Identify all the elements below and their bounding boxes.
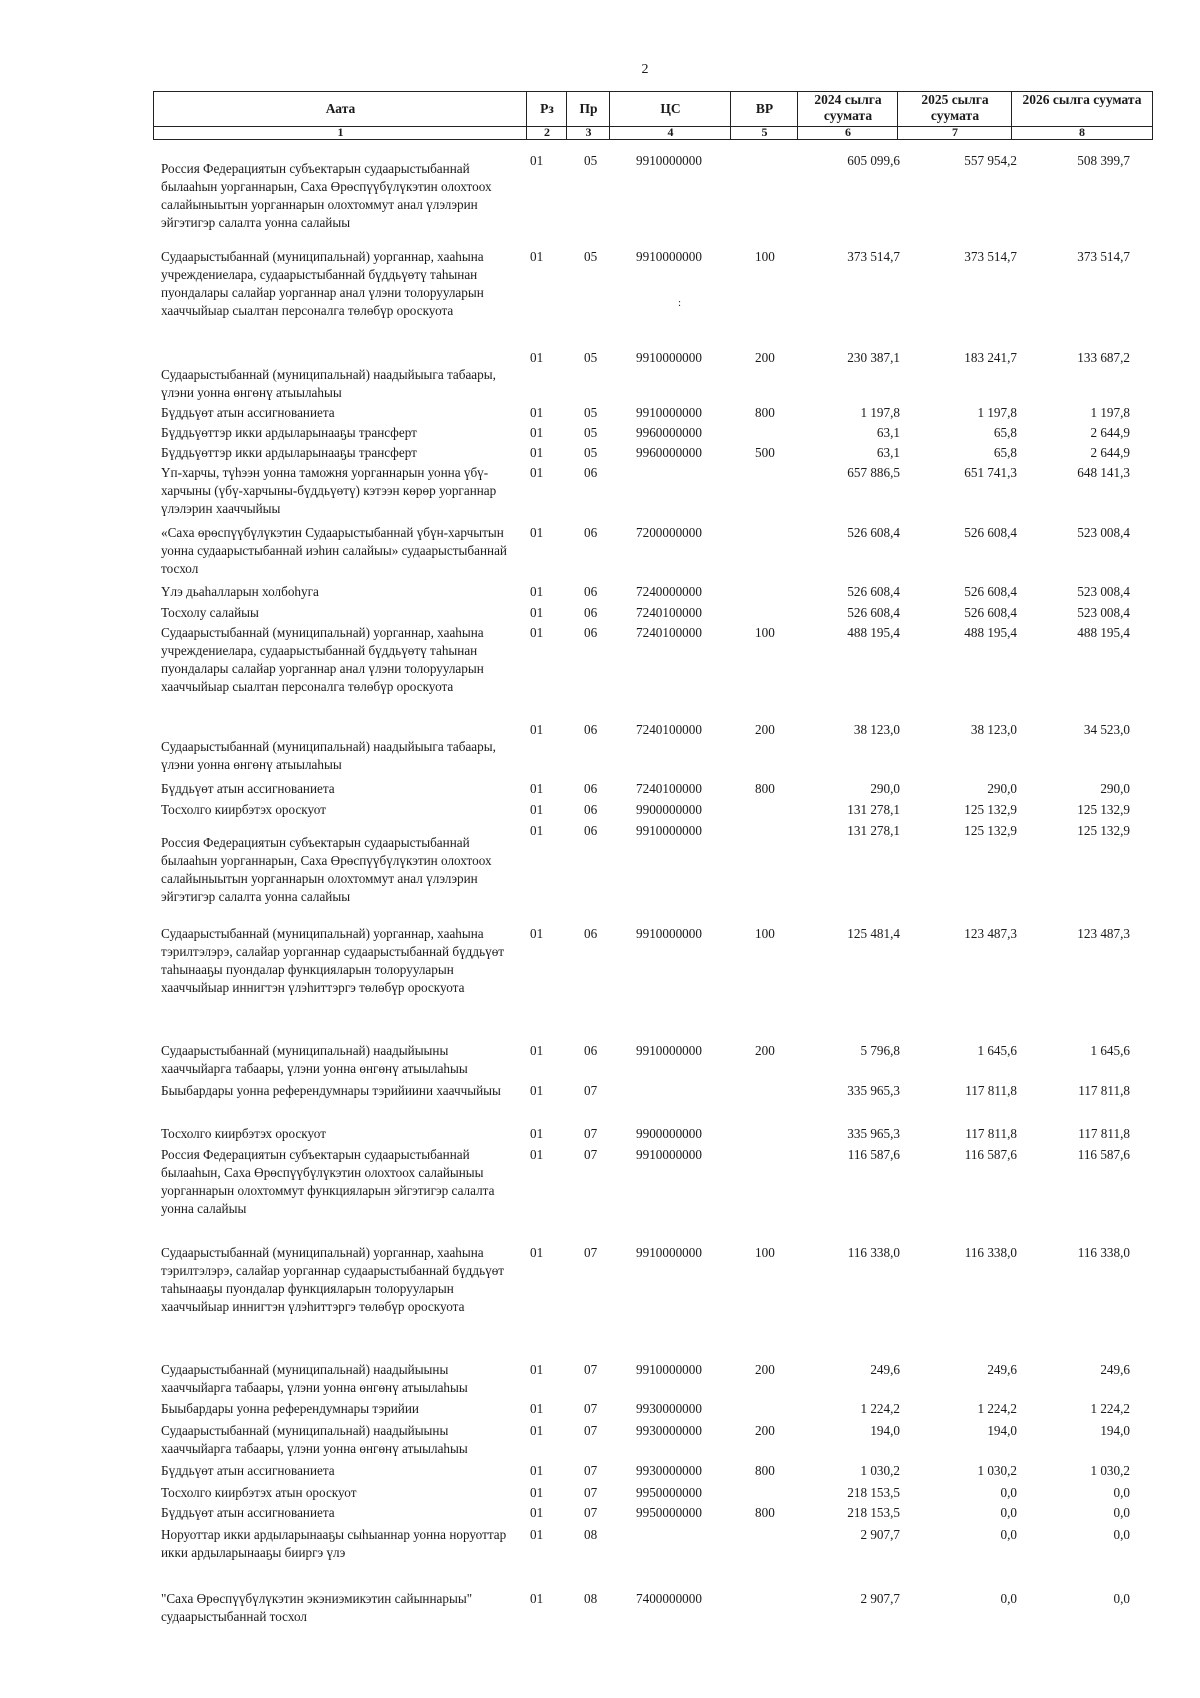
col-2025: 125 132,9 [964, 802, 1017, 817]
col-pr: 07 [584, 1126, 598, 1141]
col-2026: 523 008,4 [1077, 584, 1130, 599]
col-rz: 01 [530, 1043, 544, 1058]
col-2026: 194,0 [1100, 1423, 1130, 1438]
col-rz: 01 [530, 584, 544, 599]
col-cs: 7240100000 [636, 605, 702, 620]
row-name: Судаарыстыбаннай (муниципальнай) наадыйыыны хааччыйарга табаары, үлэни уонна өнгөнү атыылаһыы [161, 1043, 468, 1076]
col-cs: 9900000000 [636, 802, 702, 817]
col-cs: 9910000000 [636, 405, 702, 420]
col-pr: 07 [584, 1362, 598, 1377]
col-cs: 9910000000 [636, 153, 702, 168]
col-rz: 01 [530, 1401, 544, 1416]
row-name: Судаарыстыбаннай (муниципальнай) уорганнар, хааһына тэрилтэлэрэ, салайар уорганнар судаарыстыбаннай бүддьүөт таһынааҕы пуондалар функцияларын толорууларын хааччыйыар иннигтэн үлэһиттэргэ төлөбүр ороскуота [161, 1245, 505, 1314]
col-cs: 9910000000 [636, 926, 702, 941]
col-rz: 01 [530, 1463, 544, 1478]
col-cs: 7240100000 [636, 722, 702, 737]
col-rz: 01 [530, 1362, 544, 1377]
col-2026: 117 811,8 [1078, 1083, 1130, 1098]
row-name: Россия Федерациятын субъектарын судаарыстыбаннай былааһын уорганнарын, Саха Өрөспүүбүлүкэтин олохтоох салайыныытын уорганнарын олохтоммут анал үлэлэрин эйгэтигэр салалта уонна салайыы [161, 161, 492, 230]
col-rz: 01 [530, 153, 544, 168]
header-col-2025: 2025 сылга суумата [897, 91, 1012, 127]
col-vr: 200 [755, 722, 775, 737]
col-2025: 526 608,4 [964, 605, 1017, 620]
col-pr: 07 [584, 1147, 598, 1162]
col-vr: 800 [755, 1463, 775, 1478]
col-2025: 488 195,4 [964, 625, 1017, 640]
col-pr: 06 [584, 605, 598, 620]
header-col-2026: 2026 сылга суумата [1011, 91, 1153, 127]
header-col-number: 1 [153, 127, 527, 140]
col-2026: 0,0 [1113, 1591, 1130, 1606]
row-name: Судаарыстыбаннай (муниципальнай) уорганнар, хааһына тэрилтэлэрэ, салайар уорганнар судаарыстыбаннай бүддьүөт таһынааҕы пуондалар функцияларын толорууларын хааччыйыар иннигтэн үлэһиттэргэ төлөбүр ороскуота [161, 926, 505, 995]
col-2024: 526 608,4 [847, 525, 900, 540]
col-rz: 01 [530, 802, 544, 817]
col-2024: 335 965,3 [847, 1083, 900, 1098]
col-rz: 01 [530, 722, 544, 737]
col-2024: 2 907,7 [860, 1527, 900, 1542]
col-pr: 08 [584, 1527, 598, 1542]
col-cs: 9910000000 [636, 249, 702, 264]
col-cs: 9910000000 [636, 1362, 702, 1377]
col-2026: 117 811,8 [1078, 1126, 1130, 1141]
col-2024: 290,0 [870, 781, 900, 796]
col-2024: 249,6 [870, 1362, 900, 1377]
col-pr: 06 [584, 465, 598, 480]
table-header [153, 91, 1153, 140]
row-name: Судаарыстыбаннай (муниципальнай) наадыйыыга табаары, үлэни уонна өнгөнү атыылаһыы [161, 739, 496, 772]
col-2024: 1 197,8 [860, 405, 900, 420]
header-col-number: 8 [1011, 127, 1153, 140]
header-col-cs: ЦС [609, 91, 731, 127]
col-2025: 526 608,4 [964, 584, 1017, 599]
col-2026: 648 141,3 [1077, 465, 1130, 480]
col-vr: 100 [755, 625, 775, 640]
col-pr: 07 [584, 1423, 598, 1438]
col-2025: 249,6 [987, 1362, 1017, 1377]
col-2024: 373 514,7 [847, 249, 900, 264]
col-pr: 06 [584, 625, 598, 640]
row-name: Россия Федерациятын субъектарын судаарыстыбаннай былааһын, Саха Өрөспүүбүлүкэтин олохтоох салайыныы уорганнарын олохтоммут функцияларын эйгэтигэр салалта уонна салайыы [161, 1147, 495, 1216]
row-name: Судаарыстыбаннай (муниципальнай) наадыйыыны хааччыйарга табаары, үлэни уонна өнгөнү атыылаһыы [161, 1423, 468, 1456]
col-pr: 05 [584, 153, 598, 168]
col-2026: 1 224,2 [1090, 1401, 1130, 1416]
col-rz: 01 [530, 1083, 544, 1098]
col-2024: 1 030,2 [860, 1463, 900, 1478]
col-cs: 9930000000 [636, 1401, 702, 1416]
col-vr: 200 [755, 1362, 775, 1377]
col-cs: 9910000000 [636, 1043, 702, 1058]
col-2024: 218 153,5 [847, 1505, 900, 1520]
col-pr: 05 [584, 350, 598, 365]
row-name: Тосхолу салайыы [161, 605, 259, 620]
row-name: Бүддьүөт атын ассигнованиета [161, 1463, 335, 1478]
col-vr: 800 [755, 781, 775, 796]
header-col-2024: 2024 сылга суумата [797, 91, 898, 127]
col-rz: 01 [530, 465, 544, 480]
col-2025: 65,8 [993, 425, 1017, 440]
col-2026: 2 644,9 [1090, 425, 1130, 440]
col-pr: 06 [584, 1043, 598, 1058]
col-cs: 9910000000 [636, 1245, 702, 1260]
col-rz: 01 [530, 1527, 544, 1542]
col-2026: 1 645,6 [1090, 1043, 1130, 1058]
col-vr: 100 [755, 926, 775, 941]
col-rz: 01 [530, 1245, 544, 1260]
col-cs: 9910000000 [636, 350, 702, 365]
col-rz: 01 [530, 625, 544, 640]
col-cs: 9930000000 [636, 1463, 702, 1478]
col-cs: 9910000000 [636, 823, 702, 838]
col-2025: 194,0 [987, 1423, 1017, 1438]
col-2025: 38 123,0 [970, 722, 1017, 737]
col-2026: 0,0 [1113, 1485, 1130, 1500]
row-name: «Саха өрөспүүбүлүкэтин Судаарыстыбаннай үбүн-харчытын уонна судаарыстыбаннай иэһин салайыы» судаарыстыбаннай тосхол [161, 525, 507, 576]
col-cs: 9900000000 [636, 1126, 702, 1141]
row-name: Бүддьүөт атын ассигнованиета [161, 781, 335, 796]
col-2026: 125 132,9 [1077, 823, 1130, 838]
col-pr: 07 [584, 1245, 598, 1260]
col-pr: 07 [584, 1401, 598, 1416]
col-cs: 7400000000 [636, 1591, 702, 1606]
col-2025: 65,8 [993, 445, 1017, 460]
col-cs: 7240000000 [636, 584, 702, 599]
col-vr: 200 [755, 350, 775, 365]
col-2025: 1 645,6 [977, 1043, 1017, 1058]
col-2025: 373 514,7 [964, 249, 1017, 264]
col-vr: 200 [755, 1043, 775, 1058]
col-2024: 1 224,2 [860, 1401, 900, 1416]
col-2025: 1 030,2 [977, 1463, 1017, 1478]
col-cs: 7240100000 [636, 625, 702, 640]
col-2025: 0,0 [1000, 1485, 1017, 1500]
col-rz: 01 [530, 605, 544, 620]
col-rz: 01 [530, 1485, 544, 1500]
col-2026: 373 514,7 [1077, 249, 1130, 264]
col-2024: 2 907,7 [860, 1591, 900, 1606]
col-2026: 523 008,4 [1077, 605, 1130, 620]
col-2024: 116 587,6 [847, 1147, 900, 1162]
col-2026: 290,0 [1100, 781, 1130, 796]
header-col-number: 3 [566, 127, 610, 140]
col-2026: 488 195,4 [1077, 625, 1130, 640]
col-2024: 116 338,0 [847, 1245, 900, 1260]
col-2026: 2 644,9 [1090, 445, 1130, 460]
header-col-name: Аата [153, 91, 527, 127]
row-name: Үп-харчы, түһээн уонна таможня уорганнарын уонна үбү-харчыны (үбү-харчыны-бүддьүөтү) кэтээн көрөр уорганнар үлэлэрин хааччыйыы [161, 465, 497, 516]
col-cs: 9960000000 [636, 425, 702, 440]
col-2024: 194,0 [870, 1423, 900, 1438]
col-pr: 07 [584, 1463, 598, 1478]
col-vr: 800 [755, 1505, 775, 1520]
col-pr: 06 [584, 823, 598, 838]
col-pr: 07 [584, 1505, 598, 1520]
col-pr: 06 [584, 584, 598, 599]
col-2026: 116 587,6 [1077, 1147, 1130, 1162]
col-2024: 605 099,6 [847, 153, 900, 168]
col-rz: 01 [530, 1423, 544, 1438]
row-name: Тосхолго киирбэтэх ороскуот [161, 1126, 326, 1141]
col-2026: 123 487,3 [1077, 926, 1130, 941]
col-pr: 07 [584, 1485, 598, 1500]
header-col-number: 5 [730, 127, 798, 140]
col-2024: 657 886,5 [847, 465, 900, 480]
col-vr: 100 [755, 249, 775, 264]
row-name: Бүддьүөт атын ассигнованиета [161, 1505, 335, 1520]
col-2025: 183 241,7 [964, 350, 1017, 365]
col-2026: 508 399,7 [1077, 153, 1130, 168]
row-name: Быыбардары уонна референдумнары тэрийии [161, 1401, 419, 1416]
col-2026: 0,0 [1113, 1527, 1130, 1542]
col-pr: 05 [584, 445, 598, 460]
scan-speck: : [678, 297, 682, 309]
row-name: Россия Федерациятын субъектарын судаарыстыбаннай былааһын уорганнарын, Саха Өрөспүүбүлүкэтин олохтоох салайыныытын уорганнарын олохтоммут анал үлэлэрин эйгэтигэр салалта уонна салайыы [161, 835, 492, 904]
col-2026: 125 132,9 [1077, 802, 1130, 817]
col-2025: 0,0 [1000, 1505, 1017, 1520]
col-vr: 100 [755, 1245, 775, 1260]
col-rz: 01 [530, 926, 544, 941]
col-rz: 01 [530, 823, 544, 838]
col-2026: 116 338,0 [1077, 1245, 1130, 1260]
col-vr: 500 [755, 445, 775, 460]
col-rz: 01 [530, 1126, 544, 1141]
col-2026: 249,6 [1100, 1362, 1130, 1377]
col-2026: 1 030,2 [1090, 1463, 1130, 1478]
col-rz: 01 [530, 249, 544, 264]
col-2024: 335 965,3 [847, 1126, 900, 1141]
col-2025: 290,0 [987, 781, 1017, 796]
col-cs: 9930000000 [636, 1423, 702, 1438]
col-2024: 526 608,4 [847, 605, 900, 620]
col-cs: 9960000000 [636, 445, 702, 460]
col-2025: 123 487,3 [964, 926, 1017, 941]
col-pr: 08 [584, 1591, 598, 1606]
col-rz: 01 [530, 1147, 544, 1162]
col-rz: 01 [530, 1505, 544, 1520]
row-name: Судаарыстыбаннай (муниципальнай) наадыйыыга табаары, үлэни уонна өнгөнү атыылаһыы [161, 367, 496, 400]
row-name: Судаарыстыбаннай (муниципальнай) уорганнар, хааһына учреждениелара, судаарыстыбаннай бүддьүөтү таһынан пуондалары салайар уорганнар анал үлэни толорууларын хааччыйыар сыалтан персоналга төлөбүр ороскуота [161, 625, 484, 694]
col-2024: 63,1 [876, 425, 900, 440]
col-2024: 125 481,4 [847, 926, 900, 941]
col-2024: 488 195,4 [847, 625, 900, 640]
col-2025: 117 811,8 [965, 1126, 1017, 1141]
col-rz: 01 [530, 405, 544, 420]
col-cs: 7200000000 [636, 525, 702, 540]
col-2024: 38 123,0 [853, 722, 900, 737]
col-rz: 01 [530, 781, 544, 796]
col-2024: 5 796,8 [860, 1043, 900, 1058]
header-col-pr: Пр [566, 91, 610, 127]
row-name: Бүддьүөт атын ассигнованиета [161, 405, 335, 420]
row-name: Норуоттар икки ардыларынааҕы сыһыаннар уонна норуоттар икки ардыларынааҕы бииргэ үлэ [161, 1527, 507, 1560]
col-2025: 116 587,6 [964, 1147, 1017, 1162]
col-pr: 06 [584, 722, 598, 737]
row-name: Судаарыстыбаннай (муниципальнай) наадыйыыны хааччыйарга табаары, үлэни уонна өнгөнү атыылаһыы [161, 1362, 468, 1395]
col-2024: 526 608,4 [847, 584, 900, 599]
col-rz: 01 [530, 445, 544, 460]
header-col-number: 2 [526, 127, 567, 140]
row-name: Судаарыстыбаннай (муниципальнай) уорганнар, хааһына учреждениелара, судаарыстыбаннай бүддьүөтү таһынан пуондалары салайар уорганнар анал үлэни толорууларын хааччыйыар сыалтан персоналга төлөбүр ороскуота [161, 249, 484, 318]
col-2025: 0,0 [1000, 1527, 1017, 1542]
row-name: Бүддьүөттэр икки ардыларынааҕы трансферт [161, 445, 417, 460]
col-2025: 117 811,8 [965, 1083, 1017, 1098]
row-name: "Саха Өрөспүүбүлүкэтин экэниэмикэтин сайыннарыы" судаарыстыбаннай тосхол [161, 1591, 473, 1624]
col-2025: 1 224,2 [977, 1401, 1017, 1416]
col-2024: 131 278,1 [847, 823, 900, 838]
col-vr: 200 [755, 1423, 775, 1438]
row-name: Быыбардары уонна референдумнары тэрийиини хааччыйыы [161, 1083, 501, 1098]
col-cs: 9950000000 [636, 1505, 702, 1520]
col-pr: 06 [584, 802, 598, 817]
header-col-number: 4 [609, 127, 731, 140]
col-pr: 05 [584, 249, 598, 264]
col-cs: 7240100000 [636, 781, 702, 796]
header-col-number: 7 [897, 127, 1012, 140]
col-2024: 131 278,1 [847, 802, 900, 817]
col-2026: 0,0 [1113, 1505, 1130, 1520]
page-number: 2 [641, 62, 649, 77]
col-rz: 01 [530, 525, 544, 540]
col-2026: 1 197,8 [1090, 405, 1130, 420]
col-2025: 651 741,3 [964, 465, 1017, 480]
col-pr: 05 [584, 425, 598, 440]
col-2025: 526 608,4 [964, 525, 1017, 540]
col-2024: 230 387,1 [847, 350, 900, 365]
col-2025: 557 954,2 [964, 153, 1017, 168]
row-name: Тосхолго киирбэтэх ороскуот [161, 802, 326, 817]
col-pr: 06 [584, 781, 598, 796]
col-vr: 800 [755, 405, 775, 420]
row-name: Бүддьүөттэр икки ардыларынааҕы трансферт [161, 425, 417, 440]
col-2026: 523 008,4 [1077, 525, 1130, 540]
row-name: Тосхолго киирбэтэх атын ороскуот [161, 1485, 357, 1500]
col-rz: 01 [530, 1591, 544, 1606]
col-pr: 07 [584, 1083, 598, 1098]
col-2025: 125 132,9 [964, 823, 1017, 838]
col-pr: 06 [584, 926, 598, 941]
col-2026: 133 687,2 [1077, 350, 1130, 365]
col-rz: 01 [530, 425, 544, 440]
header-col-rz: Рз [526, 91, 567, 127]
col-2025: 0,0 [1000, 1591, 1017, 1606]
row-name: Үлэ дьаһалларын холбоһуга [161, 584, 319, 599]
col-2024: 63,1 [876, 445, 900, 460]
col-cs: 9950000000 [636, 1485, 702, 1500]
col-2026: 34 523,0 [1083, 722, 1130, 737]
col-2025: 116 338,0 [964, 1245, 1017, 1260]
header-col-vr: ВР [730, 91, 798, 127]
col-pr: 05 [584, 405, 598, 420]
col-2025: 1 197,8 [977, 405, 1017, 420]
col-rz: 01 [530, 350, 544, 365]
col-pr: 06 [584, 525, 598, 540]
header-col-number: 6 [797, 127, 898, 140]
col-2024: 218 153,5 [847, 1485, 900, 1500]
col-cs: 9910000000 [636, 1147, 702, 1162]
